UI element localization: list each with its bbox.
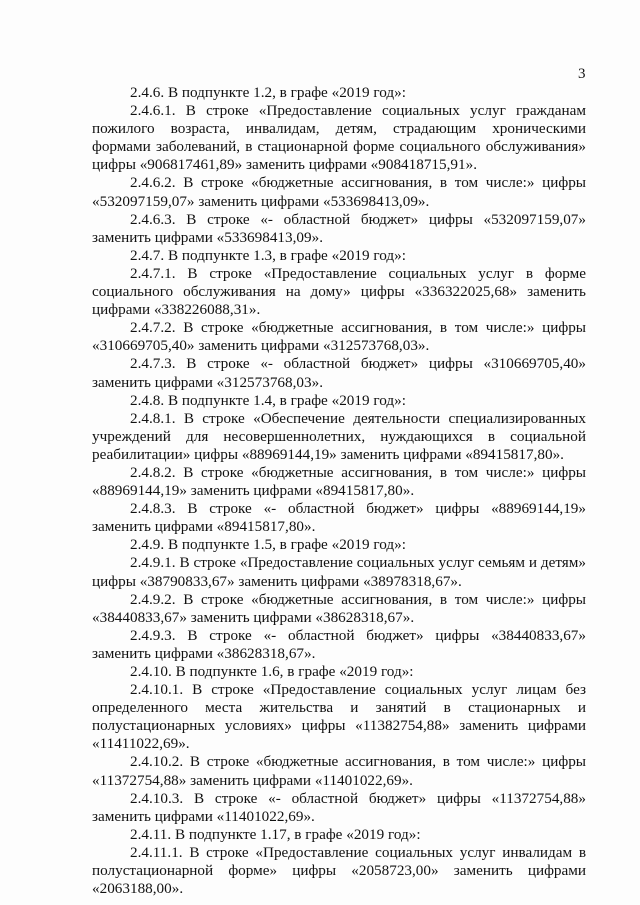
paragraph-2-4-10-3: 2.4.10.3. В строке «- областной бюджет» цифры «11372754,88» заменить цифрами «11401022,69».	[92, 789, 586, 825]
paragraph-2-4-6-2: 2.4.6.2. В строке «бюджетные ассигнования, в том числе:» цифры «532097159,07» заменить цифрами «533698413,09».	[92, 174, 586, 210]
paragraph-2-4-7-1: 2.4.7.1. В строке «Предоставление социальных услуг в форме социального обслуживания на дому» цифры «336322025,68» заменить цифрами «338226088,31».	[92, 264, 586, 319]
paragraph-2-4-9-3: 2.4.9.3. В строке «- областной бюджет» цифры «38440833,67» заменить цифрами «38628318,67».	[92, 626, 586, 662]
paragraph-2-4-11-1: 2.4.11.1. В строке «Предоставление социальных услуг инвалидам в полустационарной форме» цифры «2058723,00» заменить цифрами «2063188,00».	[92, 843, 586, 898]
paragraph-2-4-7-3: 2.4.7.3. В строке «- областной бюджет» цифры «310669705,40» заменить цифрами «312573768,03».	[92, 355, 586, 391]
paragraph-2-4-8: 2.4.8. В подпункте 1.4, в графе «2019 год»:	[130, 391, 406, 409]
paragraph-2-4-8-3: 2.4.8.3. В строке «- областной бюджет» цифры «88969144,19» заменить цифрами «89415817,80».	[92, 500, 586, 536]
paragraph-2-4-9: 2.4.9. В подпункте 1.5, в графе «2019 год»:	[130, 536, 406, 554]
paragraph-2-4-6: 2.4.6. В подпункте 1.2, в графе «2019 год»:	[130, 84, 406, 101]
paragraph-2-4-11: 2.4.11. В подпункте 1.17, в графе «2019 год»:	[130, 825, 421, 843]
paragraph-2-4-7-2: 2.4.7.2. В строке «бюджетные ассигнования, в том числе:» цифры «310669705,40» заменить цифрами «312573768,03».	[92, 319, 586, 355]
paragraph-2-4-7: 2.4.7. В подпункте 1.3, в графе «2019 год»:	[130, 246, 406, 264]
paragraph-2-4-10-2: 2.4.10.2. В строке «бюджетные ассигнования, в том числе:» цифры «11372754,88» заменить цифрами «11401022,69».	[92, 753, 586, 789]
paragraph-2-4-8-2: 2.4.8.2. В строке «бюджетные ассигнования, в том числе:» цифры «88969144,19» заменить цифрами «89415817,80».	[92, 463, 586, 500]
paragraph-2-4-10: 2.4.10. В подпункте 1.6, в графе «2019 год»:	[130, 663, 414, 680]
document-body	[92, 84, 586, 898]
paragraph-2-4-6-3: 2.4.6.3. В строке «- областной бюджет» цифры «532097159,07» заменить цифрами «533698413,09».	[92, 210, 586, 246]
paragraph-2-4-9-2: 2.4.9.2. В строке «бюджетные ассигнования, в том числе:» цифры «38440833,67» заменить цифрами «38628318,67».	[92, 590, 586, 626]
paragraph-2-4-10-1: 2.4.10.1. В строке «Предоставление социальных услуг лицам без определенного места жительства и занятий в стационарных и полустационарных условиях» цифры «11382754,88» заменить цифрами «11411022,69».	[92, 681, 586, 753]
paragraph-2-4-6-1: 2.4.6.1. В строке «Предоставление социальных услуг гражданам пожилого возраста, инвалидам, детям, страдающим хроническими формами заболеваний, в стационарной форме социального обслуживания» цифры «906817461,89» заменить цифрами «908418715,91».	[92, 102, 586, 174]
paragraph-2-4-9-1: 2.4.9.1. В строке «Предоставление социальных услуг семьям и детям» цифры «38790833,67» заменить цифрами «38978318,67».	[92, 554, 586, 590]
paragraph-2-4-8-1: 2.4.8.1. В строке «Обеспечение деятельности специализированных учреждений для несовершеннолетних, нуждающихся в социальной реабилитации» цифры «88969144,19» заменить цифрами «89415817,80».	[92, 409, 586, 463]
page-number: 3	[578, 66, 586, 82]
